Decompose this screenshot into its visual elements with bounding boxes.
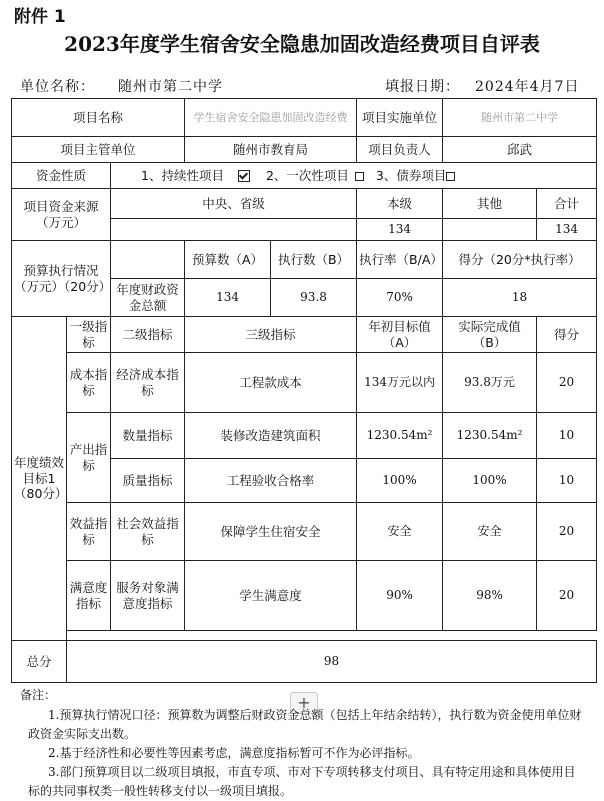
source-value-central [111, 219, 357, 241]
source-header-total: 合计 [537, 189, 597, 219]
budget-row-label: 年度财政资金总额 [111, 279, 185, 317]
perf-score-cell: 20 [537, 503, 597, 561]
table-row [12, 503, 597, 561]
perf-score-cell: 20 [537, 561, 597, 631]
leader-label: 项目负责人 [357, 137, 443, 163]
supervisor-value: 随州市教育局 [185, 137, 357, 163]
budget-header-score: 得分（20分*执行率） [443, 241, 597, 279]
annual-perf-label: 年度绩效目标1（80分） [12, 317, 67, 641]
note-item: 3.部门预算项目以二级项目填报，市直专项、市对下专项转移支付项目、具有特定用途和具体使用目标的共同事权类一般性转移支付以一级项目填报。 [28, 765, 576, 798]
perf-target-cell: 90% [357, 561, 443, 631]
table-row [12, 561, 597, 631]
attachment-label: 附件 1 [14, 7, 66, 27]
budget-value-score: 18 [443, 279, 597, 317]
checkbox-icon[interactable] [446, 172, 455, 181]
perf-l3-cell: 学生满意度 [185, 561, 357, 631]
perf-l2-cell: 经济成本指标 [111, 353, 185, 413]
fill-date-label: 填报日期： [385, 79, 460, 95]
unit-name-label: 单位名称： [20, 79, 95, 95]
source-header-local: 本级 [357, 189, 443, 219]
total-label: 总分 [12, 641, 67, 683]
table-row [12, 353, 597, 413]
fund-option-onetime: 2、一次性项目 [265, 167, 349, 183]
perf-target-cell: 安全 [357, 503, 443, 561]
budget-value-executed: 93.8 [271, 279, 357, 317]
supervisor-label: 项目主管单位 [12, 137, 185, 163]
fund-nature-options [111, 163, 597, 189]
cost-indicator-label: 成本指标 [67, 353, 111, 413]
source-header-other: 其他 [443, 189, 537, 219]
perf-l2-cell: 社会效益指标 [111, 503, 185, 561]
perf-actual-cell: 安全 [443, 503, 537, 561]
fund-nature-label: 资金性质 [12, 163, 111, 189]
fund-option-bond: 3、债券项目 [375, 167, 447, 183]
project-info-row [12, 99, 597, 137]
perf-score-cell: 10 [537, 413, 597, 459]
note-item: 2.基于经济性和必要性等因素考虑，满意度指标暂可不作为必评指标。 [48, 746, 420, 760]
fund-nature-row [12, 163, 597, 189]
unit-name-value: 随州市第二中学 [118, 79, 223, 95]
perf-actual-cell: 98% [443, 561, 537, 631]
perf-header-score: 得分 [537, 317, 597, 353]
perf-l3-cell: 保障学生住宿安全 [185, 503, 357, 561]
source-value-local: 134 [357, 219, 443, 241]
notes-label: 备注： [20, 688, 57, 702]
budget-header-row [12, 241, 597, 279]
perf-header-l2: 二级指标 [111, 317, 185, 353]
evaluation-table [11, 98, 597, 683]
budget-value-rate: 70% [357, 279, 443, 317]
supervisor-row [12, 137, 597, 163]
page-title: 2023年度学生宿舍安全隐患加固改造经费项目自评表 [64, 32, 540, 56]
checkbox-icon[interactable] [355, 172, 364, 181]
checked-checkbox-icon[interactable] [238, 170, 250, 182]
budget-execution-label: 预算执行情况（万元）（20分） [12, 241, 111, 317]
total-row [12, 641, 597, 683]
perf-l3-cell: 工程验收合格率 [185, 459, 357, 503]
satisfaction-indicator-label: 满意度指标 [67, 561, 111, 631]
perf-l2-cell: 数量指标 [111, 413, 185, 459]
perf-score-cell: 10 [537, 459, 597, 503]
impl-unit-label: 项目实施单位 [357, 99, 443, 137]
perf-header-row [12, 317, 597, 353]
perf-l2-cell: 质量指标 [111, 459, 185, 503]
benefit-indicator-label: 效益指标 [67, 503, 111, 561]
perf-header-target: 年初目标值（A） [357, 317, 443, 353]
fund-source-label: 项目资金来源（万元） [12, 189, 111, 241]
budget-header-planned: 预算数（A） [185, 241, 271, 279]
project-name-value: 学生宿舍安全隐患加固改造经费 [185, 99, 357, 137]
perf-actual-cell: 93.8万元 [443, 353, 537, 413]
perf-actual-cell: 100% [443, 459, 537, 503]
perf-header-l3: 三级指标 [185, 317, 357, 353]
perf-header-l1: 一级指标 [67, 317, 111, 353]
leader-value: 邱武 [443, 137, 597, 163]
table-row [12, 413, 597, 459]
note-item: 1.预算执行情况口径：预算数为调整后财政资金总额（包括上年结余结转），执行数为资金使用单位财政资金实际支出数。 [28, 708, 582, 741]
perf-l3-cell: 工程款成本 [185, 353, 357, 413]
budget-header-rate: 执行率（B/A） [357, 241, 443, 279]
perf-target-cell: 100% [357, 459, 443, 503]
source-header-central: 中央、省级 [111, 189, 357, 219]
perf-score-cell: 20 [537, 353, 597, 413]
perf-target-cell: 134万元以内 [357, 353, 443, 413]
source-header-row [12, 189, 597, 219]
perf-l2-cell: 服务对象满意度指标 [111, 561, 185, 631]
perf-target-cell: 1230.54m² [357, 413, 443, 459]
perf-l3-cell: 装修改造建筑面积 [185, 413, 357, 459]
add-button[interactable]: + [290, 692, 318, 714]
project-name-label: 项目名称 [12, 99, 185, 137]
fund-option-continuous: 1、持续性项目 [141, 167, 224, 183]
impl-unit-value: 随州市第二中学 [443, 99, 597, 137]
budget-header-blank [111, 241, 185, 279]
source-value-total: 134 [537, 219, 597, 241]
perf-header-actual: 实际完成值（B） [443, 317, 537, 353]
perf-actual-cell: 1230.54m² [443, 413, 537, 459]
budget-value-planned: 134 [185, 279, 271, 317]
spacer-row [12, 631, 597, 641]
output-indicator-label: 产出指标 [67, 413, 111, 503]
total-value: 98 [67, 641, 597, 683]
fill-date-value: 2024年4月7日 [475, 79, 580, 95]
budget-header-executed: 执行数（B） [271, 241, 357, 279]
source-value-other [443, 219, 537, 241]
